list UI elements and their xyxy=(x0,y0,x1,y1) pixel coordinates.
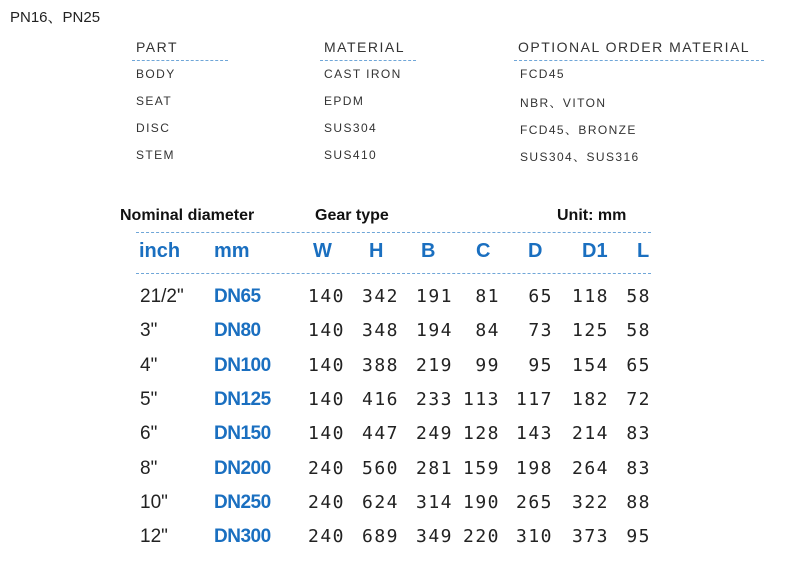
dimension-value: 84 xyxy=(475,320,500,342)
dimension-value: 416 xyxy=(361,388,399,410)
dimension-value: 81 xyxy=(475,286,500,307)
dimension-value: 249 xyxy=(415,423,453,445)
dn-cell: DN200 xyxy=(214,457,271,479)
dimension-value: 373 xyxy=(571,526,609,548)
dimension-value: 118 xyxy=(571,286,609,307)
header-divider xyxy=(136,273,651,274)
materials-row xyxy=(0,148,788,168)
column-header: W xyxy=(313,240,332,262)
column-header: D xyxy=(528,240,543,262)
dimension-value: 349 xyxy=(415,526,453,548)
dimension-value: 190 xyxy=(462,491,500,513)
header-part: PART xyxy=(136,39,179,55)
dimension-value: 73 xyxy=(528,320,553,342)
header-divider xyxy=(320,60,416,61)
inch-cell: 3" xyxy=(140,320,158,342)
material-cell: SUS304 xyxy=(324,121,378,135)
dimension-value: 281 xyxy=(415,457,453,479)
dimensions-row xyxy=(0,526,788,560)
inch-cell: 12" xyxy=(140,526,168,548)
dimension-value: 72 xyxy=(626,388,651,410)
header-material: MATERIAL xyxy=(324,39,405,55)
column-header: H xyxy=(369,240,384,262)
unit-label: Unit: mm xyxy=(557,207,627,224)
dimension-value: 95 xyxy=(626,526,651,548)
dimension-value: 58 xyxy=(626,320,651,342)
material-cell: EPDM xyxy=(324,94,365,108)
nominal-diameter-label: Nominal diameter xyxy=(120,207,255,224)
dimension-value: 58 xyxy=(626,286,651,307)
optional-material-cell: NBR、VITON xyxy=(520,96,607,110)
dimensions-row xyxy=(0,458,788,492)
dimension-value: 265 xyxy=(515,491,553,513)
dimension-value: 240 xyxy=(307,491,345,513)
part-cell: STEM xyxy=(136,148,175,162)
dimension-value: 95 xyxy=(528,354,553,376)
header-divider xyxy=(132,60,228,61)
dimension-value: 140 xyxy=(307,423,345,445)
dimension-value: 342 xyxy=(361,286,399,307)
dimension-value: 154 xyxy=(571,354,609,376)
dimension-value: 233 xyxy=(415,388,453,410)
dimension-value: 264 xyxy=(571,457,609,479)
dn-cell: DN300 xyxy=(214,526,271,548)
dn-cell: DN80 xyxy=(214,320,261,342)
inch-cell: 8" xyxy=(140,457,158,479)
dimension-value: 348 xyxy=(361,320,399,342)
dimension-value: 388 xyxy=(361,354,399,376)
part-cell: BODY xyxy=(136,67,176,81)
column-header: C xyxy=(476,240,491,262)
dimensions-row xyxy=(0,320,788,354)
inch-cell: 10" xyxy=(140,491,168,513)
dimensions-row xyxy=(0,423,788,457)
inch-cell: 21/2" xyxy=(140,286,184,307)
dimension-value: 83 xyxy=(626,457,651,479)
dimension-value: 140 xyxy=(307,388,345,410)
dimensions-row xyxy=(0,492,788,526)
part-cell: DISC xyxy=(136,121,171,135)
materials-row xyxy=(0,121,788,141)
header-optional-material: OPTIONAL ORDER MATERIAL xyxy=(518,39,751,55)
dimension-value: 65 xyxy=(528,286,553,307)
dimension-value: 182 xyxy=(571,388,609,410)
inch-cell: 6" xyxy=(140,423,158,445)
dimension-value: 99 xyxy=(475,354,500,376)
dimension-value: 117 xyxy=(515,388,553,410)
dimension-value: 322 xyxy=(571,491,609,513)
dn-cell: DN100 xyxy=(214,354,271,376)
inch-cell: 4" xyxy=(140,354,158,376)
column-header: L xyxy=(637,240,650,262)
dimension-value: 198 xyxy=(515,457,553,479)
column-header: B xyxy=(421,240,436,262)
dimension-value: 191 xyxy=(415,286,453,307)
dimension-value: 88 xyxy=(626,491,651,513)
dn-cell: DN65 xyxy=(214,286,261,307)
dimension-value: 65 xyxy=(626,354,651,376)
dimension-value: 113 xyxy=(462,388,500,410)
header-divider xyxy=(514,60,764,61)
dimension-value: 140 xyxy=(307,286,345,307)
pressure-rating: PN16、PN25 xyxy=(10,9,101,26)
dimension-value: 140 xyxy=(307,320,345,342)
dn-cell: DN250 xyxy=(214,491,271,513)
dimension-value: 83 xyxy=(626,423,651,445)
column-header: mm xyxy=(214,240,250,262)
dimensions-row xyxy=(0,355,788,389)
optional-material-cell: SUS304、SUS316 xyxy=(520,150,640,164)
material-cell: CAST IRON xyxy=(324,67,402,81)
dimension-value: 214 xyxy=(571,423,609,445)
materials-row xyxy=(0,67,788,87)
dimension-value: 125 xyxy=(571,320,609,342)
dimension-value: 689 xyxy=(361,526,399,548)
dimension-value: 219 xyxy=(415,354,453,376)
header-divider xyxy=(136,232,651,233)
dimension-value: 194 xyxy=(415,320,453,342)
dimension-value: 447 xyxy=(361,423,399,445)
dimension-value: 159 xyxy=(462,457,500,479)
dimension-value: 310 xyxy=(515,526,553,548)
optional-material-cell: FCD45 xyxy=(520,67,566,81)
dimensions-row xyxy=(0,286,788,320)
dimension-value: 240 xyxy=(307,526,345,548)
dn-cell: DN125 xyxy=(214,388,271,410)
gear-type-label: Gear type xyxy=(315,207,389,224)
dimension-value: 220 xyxy=(462,526,500,548)
column-header: inch xyxy=(139,240,181,262)
dimensions-row xyxy=(0,389,788,423)
materials-row xyxy=(0,94,788,114)
inch-cell: 5" xyxy=(140,388,158,410)
dimension-value: 140 xyxy=(307,354,345,376)
column-header: D1 xyxy=(582,240,608,262)
dimension-value: 143 xyxy=(515,423,553,445)
dimension-value: 128 xyxy=(462,423,500,445)
material-cell: SUS410 xyxy=(324,148,378,162)
part-cell: SEAT xyxy=(136,94,173,108)
dimension-value: 240 xyxy=(307,457,345,479)
dn-cell: DN150 xyxy=(214,423,271,445)
dimension-value: 624 xyxy=(361,491,399,513)
optional-material-cell: FCD45、BRONZE xyxy=(520,123,637,137)
dimension-value: 314 xyxy=(415,491,453,513)
dimension-value: 560 xyxy=(361,457,399,479)
